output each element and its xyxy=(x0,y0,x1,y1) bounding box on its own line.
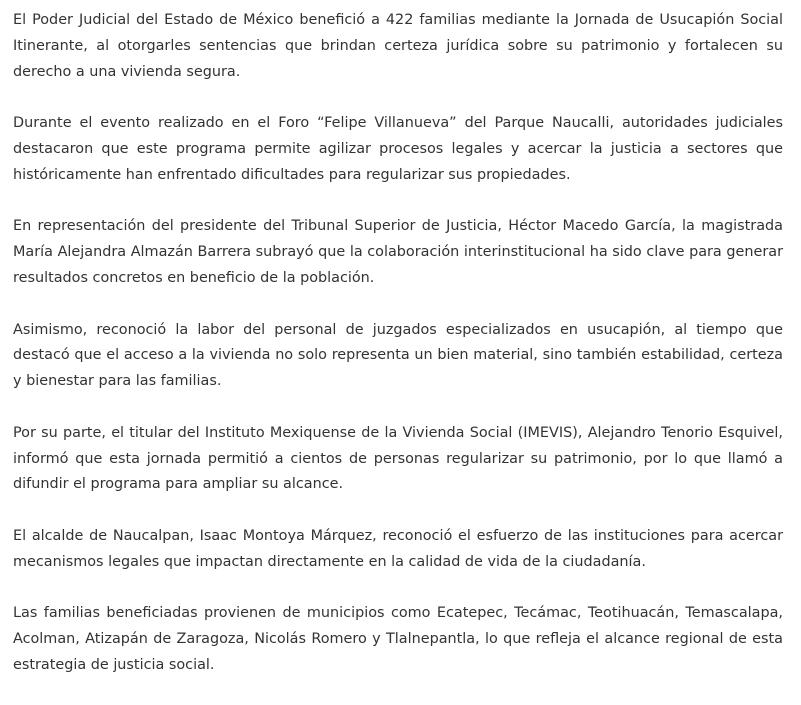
article-paragraph: Por su parte, el titular del Instituto Mexiquense de la Vivienda Social (IMEVIS), Alejandro Tenorio Esquivel, informó que esta jornada permitió a cientos de personas regularizar su patrimonio, por lo que llamó a difundir el programa para ampliar su alcance. xyxy=(13,424,783,493)
article-paragraph: Asimismo, reconoció la labor del personal de juzgados especializados en usucapión, al tiempo que destacó que el acceso a la vivienda no solo representa un bien material, sino también estabilidad, certeza y bienestar para las familias. xyxy=(13,321,783,390)
article-paragraph: El alcalde de Naucalpan, Isaac Montoya Márquez, reconoció el esfuerzo de las instituciones para acercar mecanismos legales que impactan directamente en la calidad de vida de la ciudadanía. xyxy=(13,527,783,570)
article-body xyxy=(13,8,783,705)
article-paragraph: Durante el evento realizado en el Foro “Felipe Villanueva” del Parque Naucalli, autoridades judiciales destacaron que este programa permite agilizar procesos legales y acercar la justicia a sectores que históricamente han enfrentado dificultades para regularizar sus propiedades. xyxy=(13,115,783,183)
article-paragraph: Las familias beneficiadas provienen de municipios como Ecatepec, Tecámac, Teotihuacán, Temascalapa, Acolman, Atizapán de Zaragoza, Nicolás Romero y Tlalnepantla, lo que refleja el alcance regional de esta estrategia de justicia social. xyxy=(13,605,783,673)
article-paragraph: En representación del presidente del Tribunal Superior de Justicia, Héctor Macedo García, la magistrada María Alejandra Almazán Barrera subrayó que la colaboración interinstitucional ha sido clave para generar resultados concretos en beneficio de la población. xyxy=(13,218,783,286)
article-paragraph: El Poder Judicial del Estado de México benefició a 422 familias mediante la Jornada de Usucapión Social Itinerante, al otorgarles sentencias que brindan certeza jurídica sobre su patrimonio y fortalecen su derecho a una vivienda segura. xyxy=(13,12,783,80)
